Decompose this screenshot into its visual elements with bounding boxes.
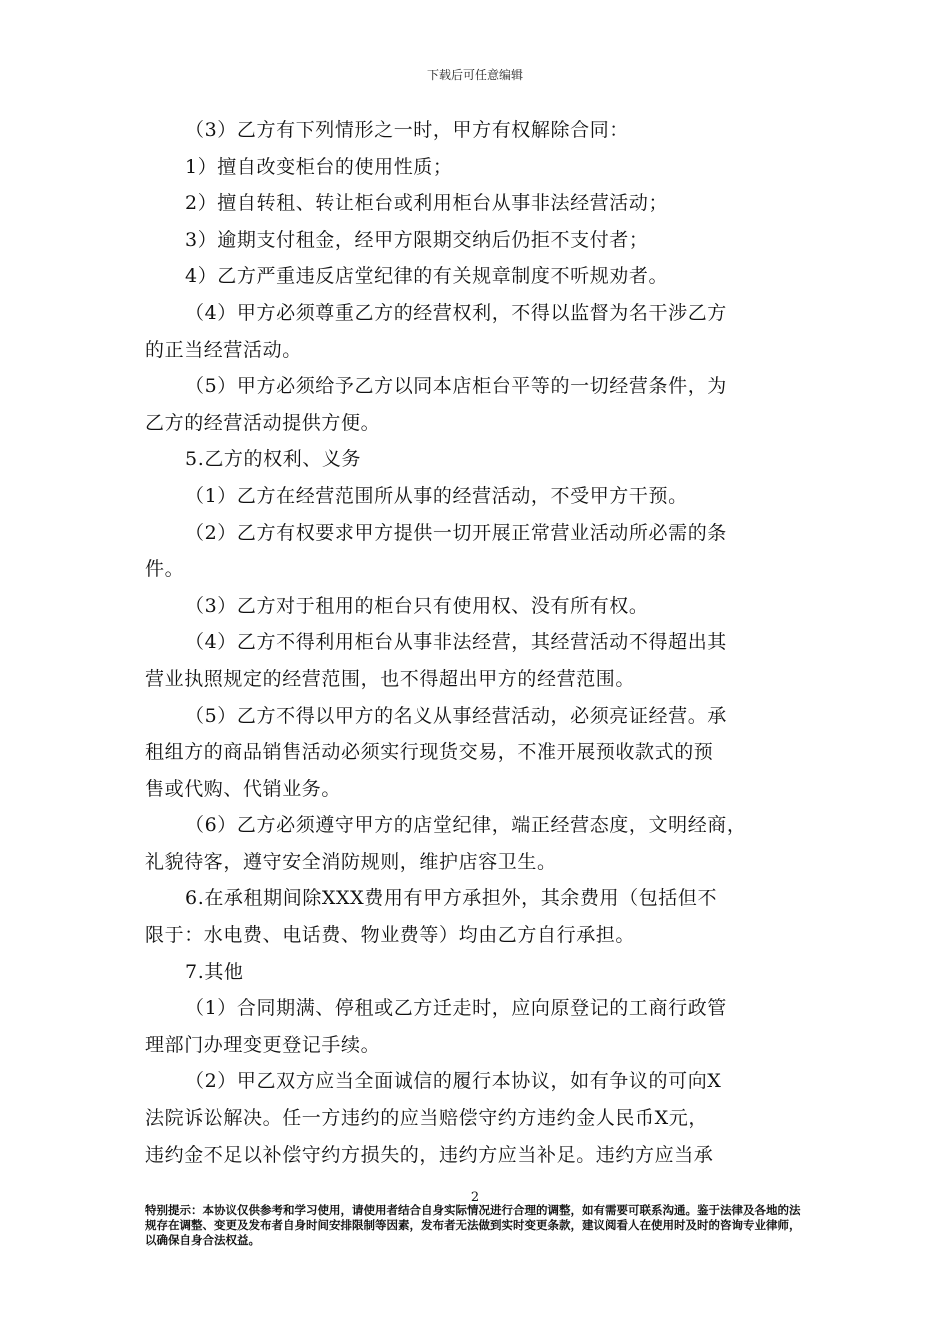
footer-notice: 特别提示：本协议仅供参考和学习使用，请使用者结合自身实际情况进行合理的调整，如有需要可联系沟通。鉴于法律及各地的法规存在调整、变更及发布者自身时间安排限制等因素，发布者无法做到实时变更条款，建议阅看人在使用时及时的咨询专业律师，以确保自身合法权益。 <box>145 1203 801 1247</box>
paragraph-line: 限于：水电费、电话费、物业费等）均由乙方自行承担。 <box>145 924 636 947</box>
paragraph-line: （3）乙方对于租用的柜台只有使用权、没有所有权。 <box>185 594 649 617</box>
section-heading: 7.其他 <box>185 960 244 983</box>
paragraph-line: 礼貌待客，遵守安全消防规则，维护店容卫生。 <box>145 850 557 873</box>
paragraph-line: 违约金不足以补偿守约方损失的，违约方应当补足。违约方应当承 <box>145 1143 714 1166</box>
page-number: 2 <box>470 1190 480 1205</box>
paragraph-line: 2）擅自转租、转让柜台或利用柜台从事非法经营活动； <box>185 192 669 215</box>
paragraph-line: （2）甲乙双方应当全面诚信的履行本协议，如有争议的可向X <box>185 1070 722 1093</box>
paragraph-line: 件。 <box>145 558 185 581</box>
paragraph-line: 乙方的经营活动提供方便。 <box>145 411 381 434</box>
paragraph-line: 理部门办理变更登记手续。 <box>145 1033 381 1056</box>
paragraph-line: 法院诉讼解决。任一方违约的应当赔偿守约方违约金人民币X元， <box>145 1107 708 1130</box>
paragraph-line: 6.在承租期间除XXX费用有甲方承担外，其余费用（包括但不 <box>185 887 718 910</box>
paragraph-line: 3）逾期支付租金，经甲方限期交纳后仍拒不支付者； <box>185 228 649 251</box>
paragraph-line: 的正当经营活动。 <box>145 338 302 361</box>
paragraph-line: （6）乙方必须遵守甲方的店堂纪律，端正经营态度，文明经商， <box>185 814 747 837</box>
header-note: 下载后可任意编辑 <box>426 68 523 82</box>
document-body <box>145 112 805 1173</box>
paragraph-line: （4）甲方必须尊重乙方的经营权利，不得以监督为名干涉乙方 <box>185 301 727 324</box>
section-heading: 5.乙方的权利、义务 <box>185 448 362 471</box>
paragraph-line: （5）乙方不得以甲方的名义从事经营活动，必须亮证经营。承 <box>185 704 727 727</box>
paragraph-line: （4）乙方不得利用柜台从事非法经营，其经营活动不得超出其 <box>185 631 727 654</box>
paragraph-line: 营业执照规定的经营范围，也不得超出甲方的经营范围。 <box>145 667 636 690</box>
paragraph-line: （1）合同期满、停租或乙方迁走时，应向原登记的工商行政管 <box>185 997 727 1020</box>
paragraph-line: 售或代购、代销业务。 <box>145 777 342 800</box>
paragraph-line: 1）擅自改变柜台的使用性质； <box>185 155 453 178</box>
paragraph-line: 4）乙方严重违反店堂纪律的有关规章制度不听规劝者。 <box>185 265 669 288</box>
paragraph-line: （1）乙方在经营范围所从事的经营活动，不受甲方干预。 <box>185 484 688 507</box>
paragraph-line: （2）乙方有权要求甲方提供一切开展正常营业活动所必需的条 <box>185 521 727 544</box>
paragraph-line: （5）甲方必须给予乙方以同本店柜台平等的一切经营条件，为 <box>185 375 727 398</box>
paragraph-line: 租组方的商品销售活动必须实行现货交易，不准开展预收款式的预 <box>145 741 714 764</box>
paragraph-line: （3）乙方有下列情形之一时，甲方有权解除合同： <box>185 119 629 141</box>
